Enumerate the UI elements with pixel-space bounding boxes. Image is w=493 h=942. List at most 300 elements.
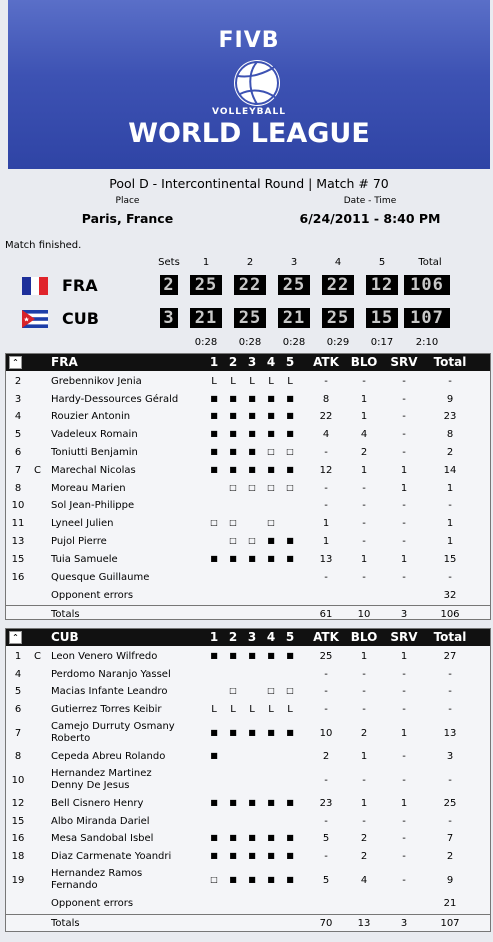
set5-score: 12 bbox=[366, 275, 398, 295]
player-number: 15 bbox=[11, 553, 25, 565]
player-row bbox=[6, 766, 490, 795]
set-participation-marker: L bbox=[211, 375, 217, 387]
player-row bbox=[6, 813, 490, 831]
totals-srv: 3 bbox=[400, 918, 408, 929]
player-row bbox=[6, 498, 490, 516]
player-name bbox=[51, 554, 118, 566]
player-row bbox=[6, 533, 490, 551]
player-number: 15 bbox=[11, 815, 25, 827]
player-number: 7 bbox=[14, 464, 22, 476]
set-participation-marker: □ bbox=[248, 482, 256, 492]
total-points: 1 bbox=[446, 518, 454, 530]
date-time-label: Date - Time bbox=[343, 196, 397, 206]
col-set5: 5 bbox=[285, 630, 295, 644]
set-participation-marker: ■ bbox=[248, 727, 256, 737]
player-name-line: Hernandez Martinez bbox=[51, 768, 152, 779]
serve-points: - bbox=[402, 518, 406, 530]
total-points: 15 bbox=[443, 553, 457, 565]
player-name-line: Gutierrez Torres Keibir bbox=[51, 704, 162, 716]
serve-points: - bbox=[402, 571, 406, 583]
col-atk: ATK bbox=[313, 630, 339, 644]
total-points: 25 bbox=[443, 797, 457, 809]
set-participation-marker: □ bbox=[229, 518, 237, 528]
total-points: 1 bbox=[446, 482, 454, 494]
serve-points: - bbox=[402, 447, 406, 459]
player-name-line: Vadeleux Romain bbox=[51, 429, 138, 441]
block-points: - bbox=[362, 536, 366, 548]
total-points: - bbox=[448, 686, 452, 698]
place-value: Paris, France bbox=[81, 211, 174, 226]
col-srv: SRV bbox=[390, 355, 418, 369]
cub-table-header bbox=[6, 629, 490, 646]
set-participation-marker: ■ bbox=[229, 553, 237, 563]
set-participation-marker: ■ bbox=[248, 650, 256, 660]
set-participation-marker: ■ bbox=[248, 464, 256, 474]
set-participation-marker: ■ bbox=[286, 411, 294, 421]
set-participation-marker: ■ bbox=[267, 464, 275, 474]
player-name-line: Marechal Nicolas bbox=[51, 464, 136, 476]
player-row bbox=[6, 684, 490, 702]
attack-points: 8 bbox=[322, 393, 330, 405]
set-participation-marker: ■ bbox=[210, 727, 218, 737]
attack-points: 22 bbox=[319, 411, 333, 423]
sets-won: 3 bbox=[160, 308, 178, 328]
set4-header: 4 bbox=[334, 257, 342, 268]
match-info-line: Pool D - Intercontinental Round | Match # 70 bbox=[109, 176, 389, 191]
serve-points: 1 bbox=[400, 464, 408, 476]
player-row bbox=[6, 701, 490, 719]
col-set4: 4 bbox=[266, 355, 276, 369]
serve-points: - bbox=[402, 704, 406, 716]
player-name-line: Roberto bbox=[51, 733, 91, 745]
set-participation-marker: ■ bbox=[267, 536, 275, 546]
totals-srv: 3 bbox=[400, 609, 408, 621]
player-name bbox=[51, 518, 114, 530]
fivb-logo-text: FIVB bbox=[218, 28, 280, 53]
team-code: CUB bbox=[62, 309, 99, 328]
player-name bbox=[51, 651, 157, 663]
player-name-line: Lyneel Julien bbox=[51, 518, 114, 530]
world-league-banner bbox=[8, 0, 490, 169]
block-points: 4 bbox=[360, 429, 368, 441]
set-participation-marker: ■ bbox=[229, 797, 237, 807]
cuba-flag-icon bbox=[22, 310, 48, 328]
player-row bbox=[6, 444, 490, 462]
sets-header: Sets bbox=[158, 257, 180, 268]
attack-points: 5 bbox=[322, 833, 330, 845]
set-participation-marker: L bbox=[230, 704, 236, 716]
set-participation-marker: ■ bbox=[267, 851, 275, 861]
sets-won: 2 bbox=[160, 275, 178, 295]
player-name bbox=[51, 833, 153, 845]
col-total: Total bbox=[433, 355, 467, 369]
captain-marker: C bbox=[34, 464, 41, 476]
player-name-line: Denny De Jesus bbox=[51, 780, 130, 791]
block-points: - bbox=[362, 482, 366, 494]
player-name bbox=[51, 669, 171, 681]
set3-score: 21 bbox=[278, 308, 310, 328]
player-name-line: Cepeda Abreu Rolando bbox=[51, 751, 166, 763]
set-participation-marker: L bbox=[211, 704, 217, 716]
total-points: - bbox=[448, 571, 452, 583]
set-participation-marker: L bbox=[268, 375, 274, 387]
total-points: 1 bbox=[446, 536, 454, 548]
attack-points: - bbox=[324, 686, 328, 698]
player-number: 16 bbox=[11, 571, 25, 583]
block-points: - bbox=[362, 815, 366, 827]
set5-header: 5 bbox=[378, 257, 386, 268]
block-points: - bbox=[362, 668, 366, 680]
block-points: 2 bbox=[360, 851, 368, 863]
player-name-line: Camejo Durruty Osmany bbox=[51, 721, 175, 733]
attack-points: - bbox=[324, 851, 328, 863]
player-number: 4 bbox=[14, 411, 22, 423]
serve-points: 1 bbox=[400, 727, 408, 739]
set1-duration: 0:28 bbox=[194, 337, 218, 348]
player-row bbox=[6, 391, 490, 409]
set4-score: 22 bbox=[322, 275, 354, 295]
set-participation-marker: □ bbox=[229, 536, 237, 546]
set-participation-marker: ■ bbox=[286, 393, 294, 403]
player-name bbox=[51, 429, 138, 441]
total-points: 23 bbox=[443, 411, 457, 423]
col-set5: 5 bbox=[285, 355, 295, 369]
player-number: 1 bbox=[14, 650, 22, 662]
serve-points: - bbox=[402, 411, 406, 423]
player-name-line: Moreau Marien bbox=[51, 482, 126, 494]
attack-points: 12 bbox=[319, 464, 333, 476]
set-participation-marker: ■ bbox=[229, 464, 237, 474]
set-participation-marker: ■ bbox=[248, 833, 256, 843]
set-participation-marker: L bbox=[230, 375, 236, 387]
player-number: 18 bbox=[11, 851, 25, 863]
opponent-errors-label: Opponent errors bbox=[51, 898, 134, 910]
serve-points: 1 bbox=[400, 797, 408, 809]
opponent-errors-total: 21 bbox=[443, 898, 457, 910]
block-points: 4 bbox=[360, 874, 368, 886]
player-name-line: Sol Jean-Philippe bbox=[51, 500, 135, 512]
set-participation-marker: ■ bbox=[267, 797, 275, 807]
totals-row bbox=[6, 607, 490, 623]
player-name-line: Diaz Carmenate Yoandri bbox=[51, 851, 172, 863]
date-time-value: 6/24/2011 - 8:40 PM bbox=[299, 211, 441, 226]
player-name-line: Macias Infante Leandro bbox=[51, 686, 168, 698]
col-set3: 3 bbox=[247, 630, 257, 644]
set-participation-marker: ■ bbox=[267, 874, 275, 884]
totals-label: Totals bbox=[51, 918, 80, 929]
set-participation-marker: ■ bbox=[210, 751, 218, 761]
totals-label: Totals bbox=[51, 609, 80, 621]
player-name bbox=[51, 411, 130, 423]
set-participation-marker: ■ bbox=[210, 833, 218, 843]
set-participation-marker: ■ bbox=[248, 429, 256, 439]
player-number: 4 bbox=[14, 668, 22, 680]
block-points: 1 bbox=[360, 393, 368, 405]
set-participation-marker: ■ bbox=[210, 553, 218, 563]
set-participation-marker: ■ bbox=[286, 851, 294, 861]
set-participation-marker: ■ bbox=[210, 464, 218, 474]
set2-duration: 0:28 bbox=[238, 337, 262, 348]
col-total: Total bbox=[433, 630, 467, 644]
set-participation-marker: ■ bbox=[229, 411, 237, 421]
set-participation-marker: □ bbox=[286, 447, 294, 457]
set5-score: 15 bbox=[366, 308, 398, 328]
total-points: 2 bbox=[446, 851, 454, 863]
player-name-line: Leon Venero Wilfredo bbox=[51, 650, 158, 662]
serve-points: - bbox=[402, 774, 406, 786]
set1-header: 1 bbox=[202, 257, 210, 268]
col-set3: 3 bbox=[247, 355, 257, 369]
player-name bbox=[51, 500, 134, 512]
serve-points: - bbox=[402, 536, 406, 548]
total-score: 106 bbox=[404, 275, 450, 295]
set-participation-marker: ■ bbox=[248, 411, 256, 421]
world-league-title: WORLD LEAGUE bbox=[128, 118, 370, 149]
serve-points: - bbox=[402, 393, 406, 405]
total-points: 9 bbox=[446, 393, 454, 405]
player-name-line: Quesque Guillaume bbox=[51, 571, 150, 583]
col-atk: ATK bbox=[313, 355, 339, 369]
set-participation-marker: ■ bbox=[229, 851, 237, 861]
set-participation-marker: ■ bbox=[267, 429, 275, 439]
opponent-errors-row bbox=[6, 895, 490, 913]
set4-score: 25 bbox=[322, 308, 354, 328]
player-row bbox=[6, 866, 490, 895]
set-participation-marker: ■ bbox=[286, 553, 294, 563]
player-row bbox=[6, 409, 490, 427]
player-name bbox=[51, 686, 167, 698]
player-row bbox=[6, 666, 490, 684]
set-participation-marker: □ bbox=[229, 482, 237, 492]
total-points: 8 bbox=[446, 429, 454, 441]
block-points: - bbox=[362, 686, 366, 698]
player-name bbox=[51, 394, 178, 406]
player-number: 16 bbox=[11, 833, 25, 845]
set-participation-marker: ■ bbox=[267, 393, 275, 403]
player-row bbox=[6, 373, 490, 391]
collapse-toggle-icon[interactable]: ⌃ bbox=[9, 631, 22, 644]
attack-points: - bbox=[324, 571, 328, 583]
player-name-line: Rouzier Antonin bbox=[51, 411, 131, 423]
player-name-line: Mesa Sandobal Isbel bbox=[51, 833, 154, 845]
player-number: 7 bbox=[14, 727, 22, 739]
set-participation-marker: ■ bbox=[210, 797, 218, 807]
block-points: - bbox=[362, 571, 366, 583]
block-points: - bbox=[362, 774, 366, 786]
block-points: - bbox=[362, 518, 366, 530]
serve-points: - bbox=[402, 874, 406, 886]
col-set2: 2 bbox=[228, 630, 238, 644]
total-points: 13 bbox=[443, 727, 457, 739]
set3-score: 25 bbox=[278, 275, 310, 295]
player-name-line: Pujol Pierre bbox=[51, 536, 107, 548]
player-name bbox=[51, 851, 171, 863]
set4-duration: 0:29 bbox=[326, 337, 350, 348]
set-participation-marker: ■ bbox=[248, 851, 256, 861]
totals-row bbox=[6, 916, 490, 932]
set-participation-marker: L bbox=[268, 704, 274, 716]
captain-marker: C bbox=[34, 650, 41, 662]
opponent-errors-row bbox=[6, 587, 490, 605]
total-points: - bbox=[448, 668, 452, 680]
col-srv: SRV bbox=[390, 630, 418, 644]
player-number: 19 bbox=[11, 874, 25, 886]
totals-total: 107 bbox=[440, 918, 460, 929]
attack-points: 13 bbox=[319, 553, 333, 565]
set-participation-marker: □ bbox=[267, 686, 275, 696]
player-row bbox=[6, 648, 490, 666]
player-number: 12 bbox=[11, 797, 25, 809]
attack-points: - bbox=[324, 774, 328, 786]
set-participation-marker: L bbox=[249, 704, 255, 716]
player-name bbox=[51, 376, 142, 388]
player-name-line: Hardy-Dessources Gérald bbox=[51, 393, 179, 405]
totals-blo: 10 bbox=[357, 609, 371, 621]
set3-duration: 0:28 bbox=[282, 337, 306, 348]
set-participation-marker: ■ bbox=[210, 411, 218, 421]
totals-blo: 13 bbox=[357, 918, 371, 929]
player-number: 2 bbox=[14, 375, 22, 387]
set-participation-marker: L bbox=[249, 375, 255, 387]
player-name bbox=[51, 465, 136, 477]
attack-points: 5 bbox=[322, 874, 330, 886]
serve-points: 1 bbox=[400, 553, 408, 565]
attack-points: 4 bbox=[322, 429, 330, 441]
set-participation-marker: ■ bbox=[229, 874, 237, 884]
player-number: 5 bbox=[14, 686, 22, 698]
col-set1: 1 bbox=[209, 630, 219, 644]
total-duration: 2:10 bbox=[415, 337, 439, 348]
set-participation-marker: ■ bbox=[286, 874, 294, 884]
attack-points: - bbox=[324, 815, 328, 827]
team-label: CUB bbox=[51, 630, 79, 644]
set-participation-marker: ■ bbox=[248, 874, 256, 884]
set-participation-marker: ■ bbox=[286, 464, 294, 474]
serve-points: - bbox=[402, 375, 406, 387]
set-participation-marker: ■ bbox=[229, 447, 237, 457]
set-participation-marker: ■ bbox=[229, 833, 237, 843]
player-number: 3 bbox=[14, 393, 22, 405]
total-points: - bbox=[448, 500, 452, 512]
total-points: 3 bbox=[446, 751, 454, 763]
total-points: - bbox=[448, 704, 452, 716]
set-participation-marker: □ bbox=[286, 482, 294, 492]
player-number: 5 bbox=[14, 429, 22, 441]
set-participation-marker: □ bbox=[267, 518, 275, 528]
player-name bbox=[51, 536, 107, 548]
set-participation-marker: ■ bbox=[210, 393, 218, 403]
team-label: FRA bbox=[51, 355, 78, 369]
player-number: 10 bbox=[11, 500, 25, 512]
player-name bbox=[51, 721, 175, 745]
col-blo: BLO bbox=[350, 355, 378, 369]
attack-points: 1 bbox=[322, 518, 330, 530]
set5-duration: 0:17 bbox=[370, 337, 394, 348]
player-number: 8 bbox=[14, 482, 22, 494]
total-points: 2 bbox=[446, 447, 454, 459]
set-participation-marker: ■ bbox=[267, 411, 275, 421]
set2-score: 22 bbox=[234, 275, 266, 295]
player-name bbox=[51, 816, 150, 828]
serve-points: - bbox=[402, 668, 406, 680]
total-points: - bbox=[448, 815, 452, 827]
volleyball-label: VOLLEYBALL bbox=[212, 107, 286, 117]
set-participation-marker: ■ bbox=[286, 650, 294, 660]
player-row bbox=[6, 848, 490, 866]
block-points: 1 bbox=[360, 797, 368, 809]
block-points: 2 bbox=[360, 727, 368, 739]
player-name bbox=[51, 798, 143, 810]
set2-header: 2 bbox=[246, 257, 254, 268]
set-participation-marker: ■ bbox=[248, 393, 256, 403]
volleyball-icon bbox=[234, 60, 280, 106]
attack-points: - bbox=[324, 704, 328, 716]
totals-atk: 70 bbox=[319, 918, 333, 929]
set-participation-marker: L bbox=[287, 375, 293, 387]
attack-points: - bbox=[324, 447, 328, 459]
player-name-line: Bell Cisnero Henry bbox=[51, 797, 144, 809]
total-header: Total bbox=[418, 257, 442, 268]
serve-points: - bbox=[402, 500, 406, 512]
totals-divider bbox=[6, 914, 490, 915]
player-number: 8 bbox=[14, 751, 22, 763]
serve-points: - bbox=[402, 686, 406, 698]
block-points: 2 bbox=[360, 447, 368, 459]
player-name-line: Hernandez Ramos bbox=[51, 868, 143, 880]
player-name bbox=[51, 572, 149, 584]
set-participation-marker: ■ bbox=[248, 447, 256, 457]
player-row bbox=[6, 831, 490, 849]
block-points: 1 bbox=[360, 411, 368, 423]
france-flag-icon bbox=[22, 277, 48, 295]
totals-total: 106 bbox=[440, 609, 460, 621]
collapse-toggle-icon[interactable]: ⌃ bbox=[9, 356, 22, 369]
player-name bbox=[51, 483, 126, 495]
set-participation-marker: ■ bbox=[229, 650, 237, 660]
player-row bbox=[6, 551, 490, 569]
set-participation-marker: L bbox=[287, 704, 293, 716]
opponent-errors-total: 32 bbox=[443, 589, 457, 601]
total-points: 7 bbox=[446, 833, 454, 845]
serve-points: - bbox=[402, 429, 406, 441]
player-number: 13 bbox=[11, 536, 25, 548]
attack-points: - bbox=[324, 482, 328, 494]
col-set1: 1 bbox=[209, 355, 219, 369]
set-participation-marker: □ bbox=[248, 536, 256, 546]
block-points: - bbox=[362, 704, 366, 716]
attack-points: 2 bbox=[322, 751, 330, 763]
set-participation-marker: ■ bbox=[286, 727, 294, 737]
set2-score: 25 bbox=[234, 308, 266, 328]
serve-points: 1 bbox=[400, 650, 408, 662]
totals-atk: 61 bbox=[319, 609, 333, 621]
player-name bbox=[51, 704, 161, 716]
set-participation-marker: □ bbox=[210, 518, 218, 528]
match-status: Match finished. bbox=[5, 240, 82, 251]
block-points: 2 bbox=[360, 833, 368, 845]
set-participation-marker: ■ bbox=[286, 429, 294, 439]
total-points: 9 bbox=[446, 874, 454, 886]
player-name-line: Grebennikov Jenia bbox=[51, 375, 142, 387]
serve-points: - bbox=[402, 833, 406, 845]
block-points: 1 bbox=[360, 751, 368, 763]
serve-points: - bbox=[402, 751, 406, 763]
player-name bbox=[51, 768, 152, 792]
set1-score: 25 bbox=[190, 275, 222, 295]
serve-points: - bbox=[402, 851, 406, 863]
player-number: 6 bbox=[14, 704, 22, 716]
player-row bbox=[6, 515, 490, 533]
